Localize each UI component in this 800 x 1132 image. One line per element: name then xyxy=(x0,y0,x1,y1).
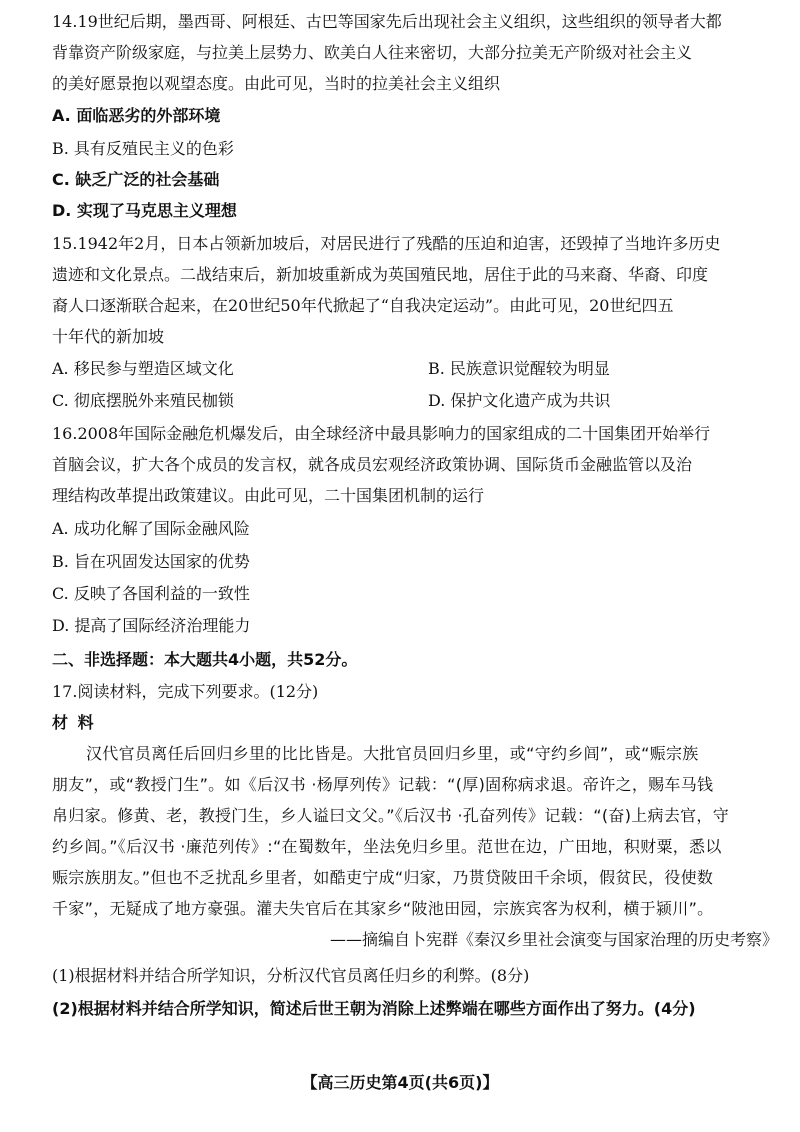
q15-line-2: 遗迹和文化景点。二战结束后，新加坡重新成为英国殖民地，居住于此的马来裔、华裔、印度 xyxy=(52,265,709,284)
q16-option-a: A. 成功化解了国际金融风险 xyxy=(52,519,250,538)
material-line-3: 帛归家。修黄、老，教授门生，乡人谥曰文父。”《后汉书 ·孔奋列传》记载：“(奋)上病去官，守 xyxy=(52,806,730,825)
q16-option-b: B. 旨在巩固发达国家的优势 xyxy=(52,552,250,571)
material-label: 材 料 xyxy=(52,713,96,732)
material-line-1: 汉代官员离任后回归乡里的比比皆是。大批官员回归乡里，或“守约乡闾”，或“赈宗族 xyxy=(86,744,699,763)
q15-option-b: B. 民族意识觉醒较为明显 xyxy=(428,359,610,378)
q16-line-3: 理结构改革提出政策建议。由此可见，二十国集团机制的运行 xyxy=(52,486,485,505)
material-line-6: 千家”，无疑成了地方豪强。灌夫失官后在其家乡“陂池田园，宗族宾客为权利，横于颍川”。 xyxy=(52,899,714,918)
question-16-stem xyxy=(52,418,772,511)
section-2-heading: 二、非选择题：本大题共4小题，共52分。 xyxy=(52,650,358,669)
question-17-stem: 17.阅读材料，完成下列要求。(12分) xyxy=(52,682,319,701)
q17-subquestion-1: (1)根据材料并结合所学知识，分析汉代官员离任归乡的利弊。(8分) xyxy=(52,966,530,985)
material-line-5: 赈宗族朋友。”但也不乏扰乱乡里者，如酷吏宁成“归家，乃贳贷陂田千余顷，假贫民，役使数 xyxy=(52,868,714,887)
q15-option-d: D. 保护文化遗产成为共识 xyxy=(428,391,611,410)
q16-line-2: 首脑会议，扩大各个成员的发言权，就各成员宏观经济政策协调、国际货币金融监管以及治 xyxy=(52,455,693,474)
q14-option-a: A. 面临恶劣的外部环境 xyxy=(52,106,221,125)
q17-subquestion-2: (2)根据材料并结合所学知识，简述后世王朝为消除上述弊端在哪些方面作出了努力。(4分) xyxy=(52,999,696,1018)
material-text xyxy=(52,738,772,924)
q15-option-c: C. 彻底摆脱外来殖民枷锁 xyxy=(52,391,234,410)
question-15-stem xyxy=(52,228,772,352)
material-line-2: 朋友”，或“教授门生”。如《后汉书 ·杨厚列传》记载：“(厚)固称病求退。帝许之，赐车马钱 xyxy=(52,775,714,794)
q16-option-d: D. 提高了国际经济治理能力 xyxy=(52,616,251,635)
q15-line-4: 十年代的新加坡 xyxy=(52,327,165,346)
q15-option-a: A. 移民参与塑造区域文化 xyxy=(52,359,234,378)
q14-option-d: D. 实现了马克思主义理想 xyxy=(52,201,237,220)
q14-line-2: 背靠资产阶级家庭，与拉美上层势力、欧美白人往来密切，大部分拉美无产阶级对社会主义 xyxy=(52,43,693,62)
q15-line-1: 15.1942年2月，日本占领新加坡后，对居民进行了残酷的压迫和迫害，还毁掉了当地许多历史 xyxy=(52,234,721,253)
q14-option-b: B. 具有反殖民主义的色彩 xyxy=(52,139,234,158)
question-14-stem xyxy=(52,6,772,99)
q16-option-c: C. 反映了各国利益的一致性 xyxy=(52,584,250,603)
q14-line-3: 的美好愿景抱以观望态度。由此可见，当时的拉美社会主义组织 xyxy=(52,74,501,93)
q14-option-c: C. 缺乏广泛的社会基础 xyxy=(52,170,220,189)
page-footer: 【高三历史第4页(共6页)】 xyxy=(301,1073,499,1092)
material-source: ——摘编自卜宪群《秦汉乡里社会演变与国家治理的历史考察》 xyxy=(329,930,778,949)
q14-line-1: 14.19世纪后期，墨西哥、阿根廷、古巴等国家先后出现社会主义组织，这些组织的领导者大都 xyxy=(52,12,722,31)
q15-line-3: 裔人口逐渐联合起来，在20世纪50年代掀起了“自我决定运动”。由此可见，20世纪四五 xyxy=(52,296,674,315)
q16-line-1: 16.2008年国际金融危机爆发后，由全球经济中最具影响力的国家组成的二十国集团开始举行 xyxy=(52,424,711,443)
material-line-4: 约乡闾。”《后汉书 ·廉范列传》:“在蜀数年，坐法免归乡里。范世在边，广田地，积财粟，悉以 xyxy=(52,837,722,856)
